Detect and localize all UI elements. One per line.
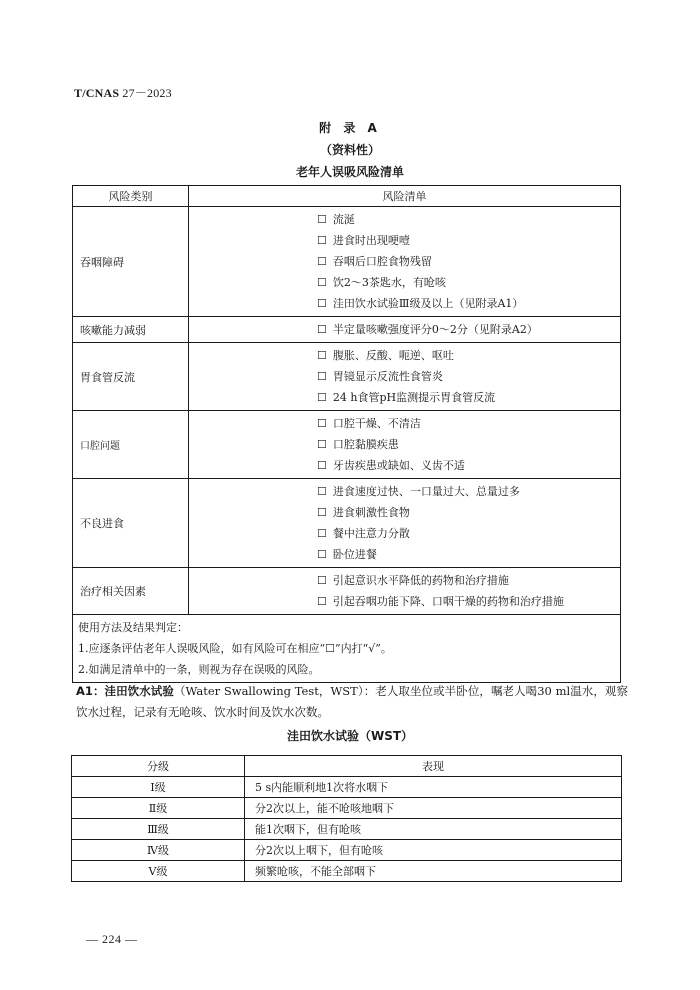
risk-item-text: 24 h食管pH监测提示胃食管反流 <box>332 391 496 404</box>
standard-code <box>74 84 172 101</box>
usage-rule-2: 2.如满足清单中的一条，则视为存在误吸的风险。 <box>78 663 320 676</box>
risk-items-cell <box>189 411 621 479</box>
risk-item <box>189 345 620 366</box>
appendix-label: 附 录 A <box>319 121 381 135</box>
header-performance: 表现 <box>245 756 622 777</box>
header-risk-category: 风险类别 <box>73 186 189 207</box>
risk-category: 治疗相关因素 <box>73 568 189 615</box>
risk-item <box>189 387 620 408</box>
risk-item <box>189 366 620 387</box>
risk-item <box>189 481 620 502</box>
risk-row <box>73 317 621 343</box>
page-number: — 224 — <box>86 932 138 946</box>
checkbox-icon[interactable]: ☐ <box>317 255 327 268</box>
checkbox-icon[interactable]: ☐ <box>317 213 327 226</box>
wst-table-header-row <box>72 756 622 777</box>
risk-category: 不良进食 <box>73 479 189 568</box>
risk-item <box>189 455 620 476</box>
usage-title: 使用方法及结果判定： <box>78 621 188 634</box>
wst-performance: 频繁呛咳，不能全部咽下 <box>245 861 622 882</box>
risk-items-cell <box>189 479 621 568</box>
standard-code-number: 27－2023 <box>122 86 172 100</box>
wst-table-title: 洼田饮水试验（WST） <box>286 729 414 743</box>
checkbox-icon[interactable]: ☐ <box>317 417 327 430</box>
risk-item-text: 引起意识水平降低的药物和治疗措施 <box>332 574 509 587</box>
standard-code-prefix: T/CNAS <box>74 86 120 100</box>
checkbox-icon[interactable]: ☐ <box>317 370 327 383</box>
risk-category: 口腔问题 <box>73 411 189 479</box>
risk-table-body <box>73 207 621 615</box>
a1-lead: A1：洼田饮水试验 <box>76 684 174 698</box>
risk-category: 吞咽障碍 <box>73 207 189 317</box>
usage-row <box>73 615 621 683</box>
risk-item <box>189 319 620 340</box>
wst-performance: 5 s内能顺利地1次将水咽下 <box>245 777 622 798</box>
risk-item-text: 半定量咳嗽强度评分0～2分（见附录A2） <box>332 323 538 336</box>
risk-table <box>72 185 621 683</box>
risk-item <box>189 251 620 272</box>
header-risk-list: 风险清单 <box>189 186 621 207</box>
checkbox-icon[interactable]: ☐ <box>317 506 327 519</box>
risk-row <box>73 479 621 568</box>
wst-row <box>72 819 622 840</box>
checkbox-icon[interactable]: ☐ <box>317 459 327 472</box>
a1-text: （Water Swallowing Test，WST）：老人取坐位或半卧位，嘱老人喝30 ml温水，观察饮水过程，记录有无呛咳、饮水时间及饮水次数。 <box>76 684 629 719</box>
risk-items-cell <box>189 568 621 615</box>
checkbox-icon[interactable]: ☐ <box>317 234 327 247</box>
checkbox-icon[interactable]: ☐ <box>317 574 327 587</box>
checkbox-icon[interactable]: ☐ <box>317 276 327 289</box>
usage-cell <box>73 615 621 683</box>
checkbox-icon[interactable]: ☐ <box>317 323 327 336</box>
risk-list-title: 老年人误吸风险清单 <box>295 165 404 179</box>
wst-grade: Ⅲ级 <box>72 819 245 840</box>
risk-item <box>189 544 620 565</box>
checkbox-icon[interactable]: ☐ <box>317 297 327 310</box>
wst-performance: 能1次咽下，但有呛咳 <box>245 819 622 840</box>
risk-category: 胃食管反流 <box>73 343 189 411</box>
risk-item-text: 口腔黏膜疾患 <box>332 438 399 451</box>
wst-grade: Ⅰ级 <box>72 777 245 798</box>
risk-item-text: 卧位进餐 <box>332 548 377 561</box>
wst-grade: Ⅱ级 <box>72 798 245 819</box>
risk-item-text: 胃镜显示反流性食管炎 <box>332 370 443 383</box>
risk-row <box>73 411 621 479</box>
risk-item-text: 流涎 <box>332 213 355 226</box>
risk-row <box>73 343 621 411</box>
wst-table-body <box>72 777 622 882</box>
wst-row <box>72 777 622 798</box>
wst-row <box>72 861 622 882</box>
usage-rule-1: 1.应逐条评估老年人误吸风险，如有风险可在相应“☐”内打“√”。 <box>78 642 392 655</box>
risk-items-cell <box>189 343 621 411</box>
wst-performance: 分2次以上，能不呛咳地咽下 <box>245 798 622 819</box>
risk-item-text: 吞咽后口腔食物残留 <box>332 255 432 268</box>
risk-item <box>189 434 620 455</box>
risk-category: 咳嗽能力减弱 <box>73 317 189 343</box>
checkbox-icon[interactable]: ☐ <box>317 548 327 561</box>
risk-item-text: 牙齿疾患或缺如、义齿不适 <box>332 459 465 472</box>
risk-item <box>189 591 620 612</box>
risk-item <box>189 502 620 523</box>
risk-item-text: 洼田饮水试验Ⅲ级及以上（见附录A1） <box>332 297 524 310</box>
risk-item <box>189 230 620 251</box>
risk-item-text: 口腔干燥、不清洁 <box>332 417 421 430</box>
checkbox-icon[interactable]: ☐ <box>317 349 327 362</box>
risk-item-text: 餐中注意力分散 <box>332 527 410 540</box>
wst-row <box>72 840 622 861</box>
risk-item <box>189 293 620 314</box>
risk-row <box>73 568 621 615</box>
risk-item-text: 饮2～3茶匙水，有呛咳 <box>332 276 446 289</box>
wst-grade: Ⅴ级 <box>72 861 245 882</box>
risk-item <box>189 523 620 544</box>
appendix-nature: （资料性） <box>319 143 380 157</box>
risk-item-text: 进食刺激性食物 <box>332 506 410 519</box>
checkbox-icon[interactable]: ☐ <box>317 391 327 404</box>
risk-table-header-row <box>73 186 621 207</box>
risk-item <box>189 272 620 293</box>
risk-item <box>189 570 620 591</box>
wst-grade: Ⅳ级 <box>72 840 245 861</box>
checkbox-icon[interactable]: ☐ <box>317 595 327 608</box>
wst-row <box>72 798 622 819</box>
checkbox-icon[interactable]: ☐ <box>317 527 327 540</box>
a1-paragraph <box>76 681 628 723</box>
risk-item-text: 进食时出现哽噎 <box>332 234 410 247</box>
risk-items-cell <box>189 207 621 317</box>
risk-row <box>73 207 621 317</box>
header-grade: 分级 <box>72 756 245 777</box>
risk-item <box>189 413 620 434</box>
wst-performance: 分2次以上咽下，但有呛咳 <box>245 840 622 861</box>
risk-item-text: 腹胀、反酸、呃逆、呕吐 <box>332 349 454 362</box>
risk-items-cell <box>189 317 621 343</box>
checkbox-icon[interactable]: ☐ <box>317 438 327 451</box>
wst-table <box>71 755 622 882</box>
risk-item <box>189 209 620 230</box>
risk-item-text: 引起吞咽功能下降、口咽干燥的药物和治疗措施 <box>332 595 564 608</box>
checkbox-icon[interactable]: ☐ <box>317 485 327 498</box>
risk-item-text: 进食速度过快、一口量过大、总量过多 <box>332 485 520 498</box>
